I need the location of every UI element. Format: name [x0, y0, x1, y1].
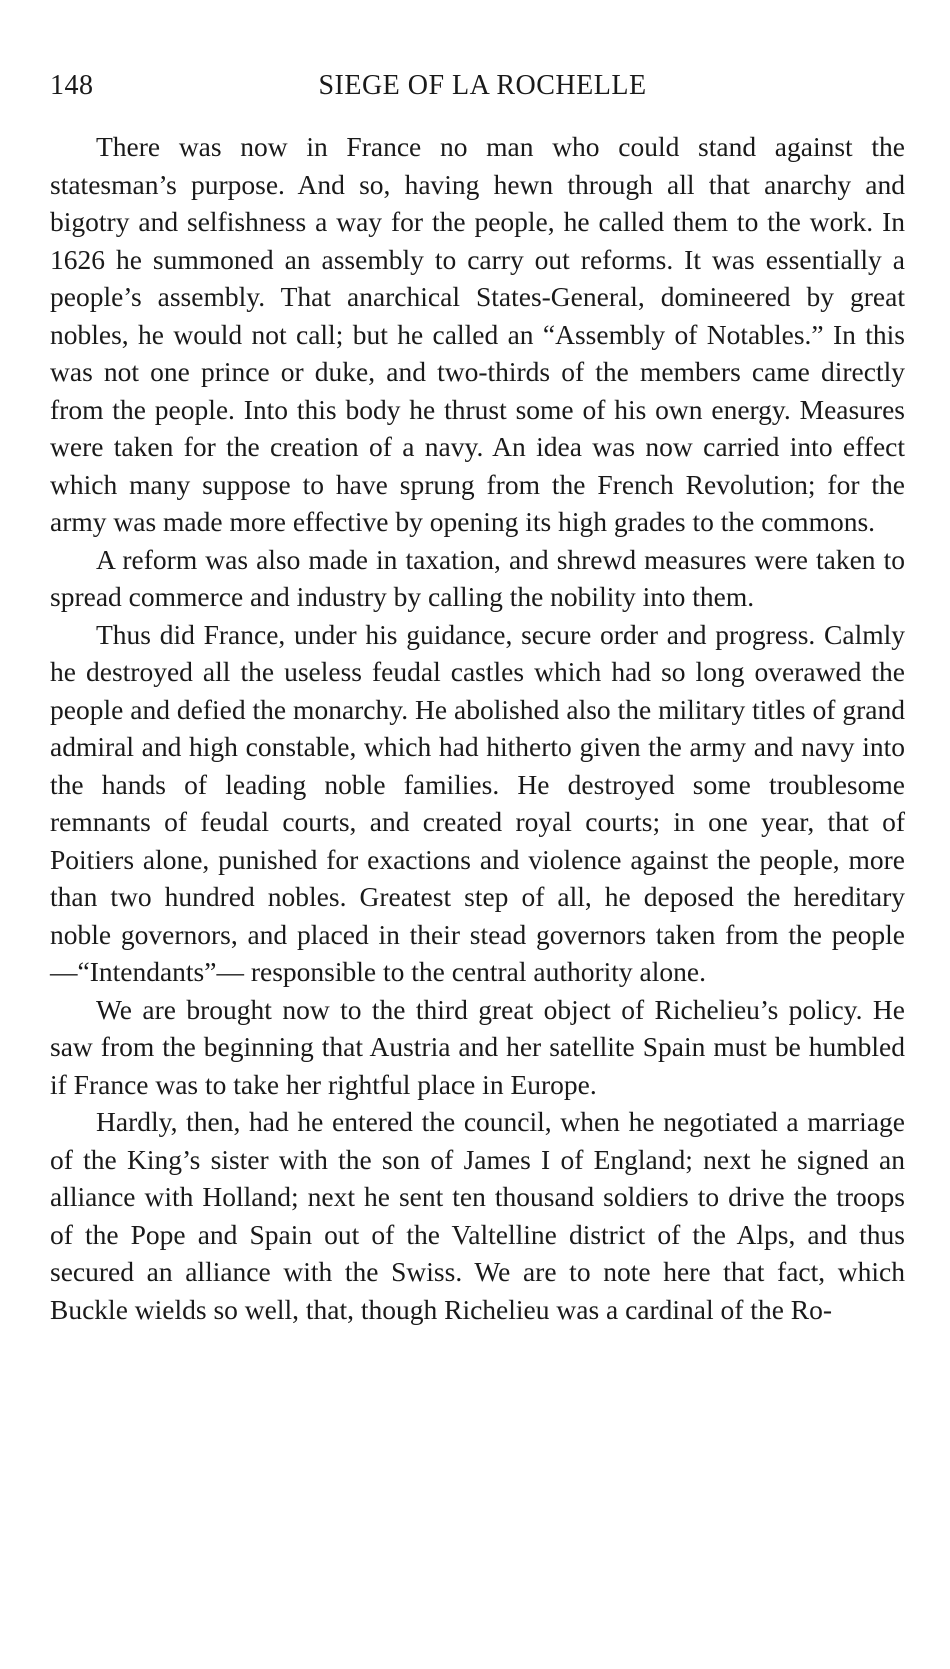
body-text — [50, 128, 905, 1328]
page-number: 148 — [50, 70, 94, 101]
running-title: SIEGE OF LA ROCHELLE — [318, 70, 647, 101]
running-head — [50, 70, 905, 114]
book-page — [50, 70, 905, 1328]
paragraph-1: There was now in France no man who could stand against the statesman’s purpose. And so, having hewn through all that anarchy and bigotry and selfishness a way for the people, he called them to the work. In 1626 he summoned an assembly to carry out reforms. It was essentially a people’s assembly. That anarchical States-General, domineered by great nobles, he would not call; but he called an “Assembly of Notables.” In this was not one prince or duke, and two-thirds of the members came directly from the people. Into this body he thrust some of his own energy. Measures were taken for the creation of a navy. An idea was now carried into effect which many suppose to have sprung from the French Revolution; for the army was made more effective by opening its high grades to the commons. — [50, 131, 905, 537]
paragraph-5: Hardly, then, had he entered the council, when he negotiated a marriage of the King’s sister with the son of James I of England; next he signed an alliance with Holland; next he sent ten thousand soldiers to drive the troops of the Pope and Spain out of the Valtelline district of the Alps, and thus secured an alliance with the Swiss. We are to note here that fact, which Buckle wields so well, that, though Richelieu was a cardinal of the Ro- — [50, 1106, 905, 1325]
paragraph-3: Thus did France, under his guidance, secure order and progress. Calmly he destroyed all the useless feudal castles which had so long overawed the people and defied the monarchy. He abolished also the military titles of grand admiral and high constable, which had hitherto given the army and navy into the hands of leading noble families. He destroyed some troublesome remnants of feudal courts, and created royal courts; in one year, that of Poitiers alone, punished for exactions and violence against the people, more than two hundred nobles. Greatest step of all, he deposed the hereditary noble governors, and placed in their stead governors taken from the people—“Intendants”— responsible to the central authority alone. — [50, 618, 905, 987]
paragraph-4: We are brought now to the third great object of Richelieu’s policy. He saw from the beginning that Austria and her satellite Spain must be humbled if France was to take her rightful place in Europe. — [50, 993, 905, 1100]
paragraph-2: A reform was also made in taxation, and shrewd measures were taken to spread commerce and industry by calling the nobility into them. — [50, 543, 905, 612]
